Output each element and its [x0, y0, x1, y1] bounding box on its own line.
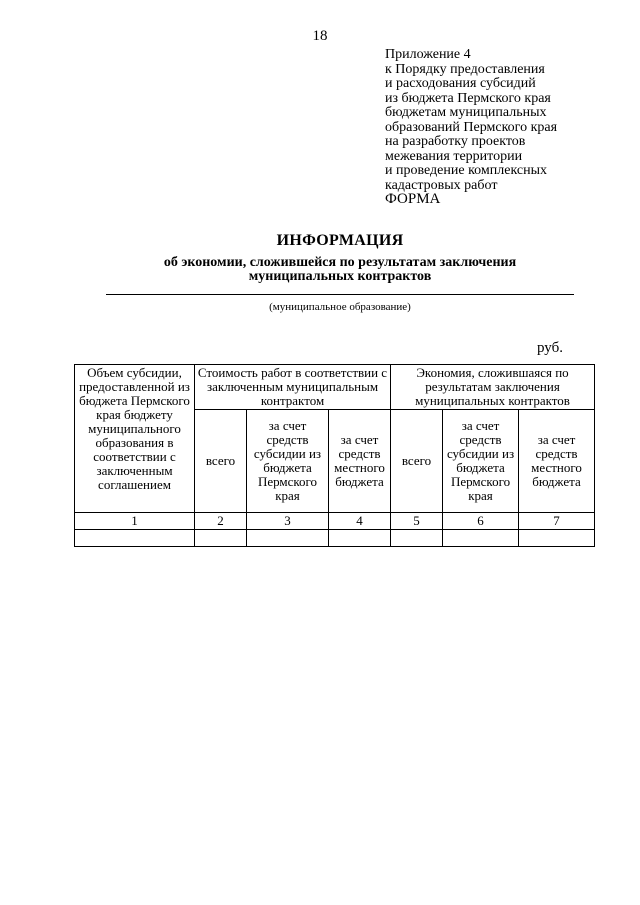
document-subtitle: [0, 256, 640, 284]
column-number: 6: [443, 513, 519, 530]
savings-subsidy-header: за счет средств субсидии из бюджета Пермского края: [443, 410, 519, 513]
column-number: 7: [519, 513, 595, 530]
appendix-line: и расходования субсидий: [385, 76, 536, 91]
column-number: 4: [329, 513, 391, 530]
column-number-row: [75, 513, 595, 530]
municipality-caption: (муниципальное образование): [269, 301, 411, 313]
appendix-line: Приложение 4: [385, 47, 471, 62]
table-cell: [391, 530, 443, 547]
currency-label: руб.: [537, 340, 563, 356]
page-number: 18: [312, 28, 328, 44]
appendix-line: бюджетам муниципальных: [385, 105, 547, 120]
subtitle-line: об экономии, сложившейся по результатам заключения: [163, 255, 517, 270]
appendix-line: межевания территории: [385, 148, 523, 164]
savings-total-header: всего: [391, 410, 443, 513]
column-number: 5: [391, 513, 443, 530]
table-cell: [443, 530, 519, 547]
column-number: 1: [75, 513, 195, 530]
appendix-line: кадастровых работ: [385, 177, 498, 193]
appendix-line: и проведение комплексных: [385, 163, 548, 178]
savings-table: [74, 364, 595, 547]
municipality-fill-line: [106, 294, 574, 295]
table-cell: [247, 530, 329, 547]
form-label: ФОРМА: [385, 191, 441, 207]
table-cell: [75, 530, 195, 547]
cost-local-header: за счет средств местного бюджета: [329, 410, 391, 513]
column-number: 2: [195, 513, 247, 530]
col1-header: Объем субсидии, предоставленной из бюджета Пермского края бюджету муниципального образования в соответствии с заключенным соглашением: [75, 365, 195, 513]
table-row: [75, 530, 595, 547]
cost-subsidy-header: за счет средств субсидии из бюджета Пермского края: [247, 410, 329, 513]
appendix-line: из бюджета Пермского края: [385, 90, 551, 106]
appendix-header: [385, 48, 557, 193]
cost-group-header: Стоимость работ в соответствии с заключенным муниципальным контрактом: [195, 365, 391, 410]
cost-total-header: всего: [195, 410, 247, 513]
savings-local-header: за счет средств местного бюджета: [519, 410, 595, 513]
appendix-line: к Порядку предоставления: [385, 61, 545, 77]
column-number: 3: [247, 513, 329, 530]
table-cell: [195, 530, 247, 547]
appendix-line: на разработку проектов: [385, 134, 526, 149]
savings-group-header: Экономия, сложившаяся по результатам заключения муниципальных контрактов: [391, 365, 595, 410]
table-cell: [519, 530, 595, 547]
table-cell: [329, 530, 391, 547]
document-title: ИНФОРМАЦИЯ: [276, 232, 404, 249]
subtitle-line: муниципальных контрактов: [248, 269, 432, 284]
appendix-line: образований Пермского края: [385, 119, 558, 135]
